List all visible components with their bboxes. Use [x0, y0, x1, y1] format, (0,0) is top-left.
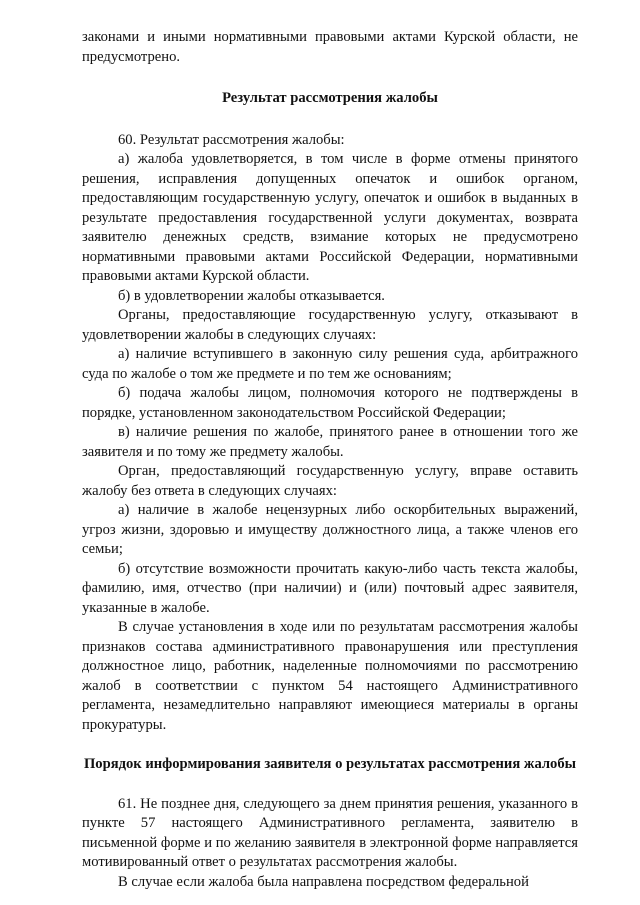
paragraph-federal: В случае если жалоба была направлена посредством федеральной	[118, 873, 529, 890]
paragraph-no-answer-a: а) наличие в жалобе нецензурных либо оскорбительных выражений, угроз жизни, здоровью и имуществу должностного лица, а также членов его семьи;	[82, 502, 578, 557]
document-page	[82, 28, 578, 892]
paragraph-prosecution: В случае установления в ходе или по результатам рассмотрения жалобы признаков состава административного правонарушения или преступления должностное лицо, работник, наделенные полномочиями по рассмотрению жалоб в соответствии с пунктом 54 настоящего Административного регламента, незамедлительно направляют имеющиеся материалы в органы прокуратуры.	[82, 619, 578, 733]
paragraph-60b: б) в удовлетворении жалобы отказывается.	[118, 287, 385, 304]
section-heading-result: Результат рассмотрения жалобы	[222, 90, 438, 106]
paragraph-item-60: 60. Результат рассмотрения жалобы:	[118, 131, 345, 148]
paragraph-continuation: законами и иными нормативными правовыми актами Курской области, не предусмотрено.	[82, 29, 578, 65]
paragraph-refusal-a: а) наличие вступившего в законную силу решения суда, арбитражного суда по жалобе о том же предмете и по тем же основаниям;	[82, 346, 578, 382]
paragraph-refusal-b: б) подача жалобы лицом, полномочия которого не подтверждены в порядке, установленном законодательством Российской Федерации;	[82, 385, 578, 421]
paragraph-no-answer-intro: Орган, предоставляющий государственную услугу, вправе оставить жалобу без ответа в следующих случаях:	[82, 463, 578, 499]
paragraph-60a: а) жалоба удовлетворяется, в том числе в форме отмены принятого решения, исправления допущенных опечаток и ошибок органом, предоставляющим государственную услугу, опечаток и ошибок в выданных в результате предоставления государственной услуги документах, возврата заявителю денежных средств, взимание которых не предусмотрено нормативными правовыми актами Российской Федерации, нормативными правовыми актами Курской области.	[82, 151, 578, 284]
paragraph-no-answer-b: б) отсутствие возможности прочитать какую-либо часть текста жалобы, фамилию, имя, отчество (при наличии) и (или) почтовый адрес заявителя, указанные в жалобе.	[82, 560, 578, 616]
section-heading-informing: Порядок информирования заявителя о результатах рассмотрения жалобы	[83, 756, 577, 772]
paragraph-item-61: 61. Не позднее дня, следующего за днем принятия решения, указанного в пункте 57 настоящего Административного регламента, заявителю в письменной форме и по желанию заявителя в электронной форме направляется мотивированный ответ о результатах рассмотрения жалобы.	[82, 795, 578, 870]
paragraph-refusal-intro: Органы, предоставляющие государственную услугу, отказывают в удовлетворении жалобы в следующих случаях:	[82, 307, 578, 343]
paragraph-refusal-c: в) наличие решения по жалобе, принятого ранее в отношении того же заявителя и по тому же предмету жалобы.	[82, 424, 578, 460]
